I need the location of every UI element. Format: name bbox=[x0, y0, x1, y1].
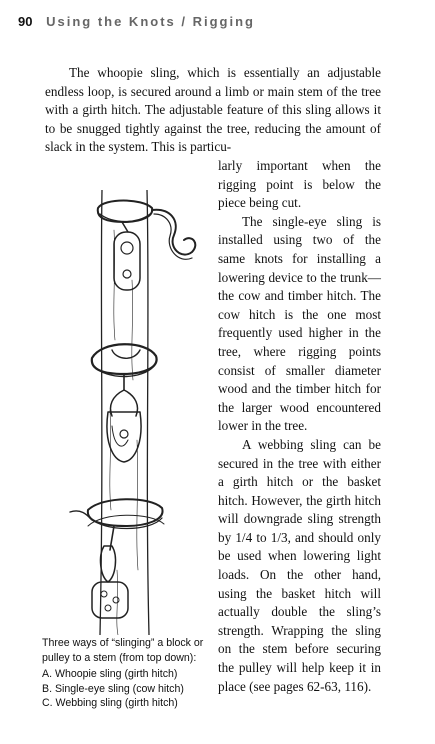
caption-item-c: C. Webbing sling (girth hitch) bbox=[42, 697, 178, 709]
paragraph-whoopie-sling: The whoopie sling, which is essentially an adjustable endless loop, is secured around a limb or main stem of the tree with a girth hitch. The adjustable feature of this sling allows it to be snugged tightly against the tree, reducing the amount of slack in the system. This is particu- bbox=[45, 65, 381, 155]
page-number: 90 bbox=[18, 14, 33, 29]
caption-item-b: B. Single-eye sling (cow hitch) bbox=[42, 682, 184, 695]
paragraph-single-eye-sling: The single-eye sling is installed using two of the same knots for installing a lowering device to the trunk—the cow and timber hitch. The cow hitch is the one most frequently used higher in the tree, where rigging points consist of smaller diameter wood and the timber hitch for the larger wood encountered lower in the tree. bbox=[218, 213, 381, 434]
running-title: Using the Knots / Rigging bbox=[46, 14, 255, 29]
caption-items bbox=[42, 667, 217, 711]
running-header bbox=[18, 14, 418, 29]
right-text-column bbox=[218, 157, 381, 696]
caption-intro: Three ways of “slinging” a block or pulley to a stem (from top down): bbox=[42, 637, 204, 664]
tree-stem-slings-drawing bbox=[42, 190, 210, 635]
sling-illustration bbox=[42, 190, 210, 635]
figure-caption bbox=[42, 636, 217, 711]
paragraph-whoopie-sling-continued: larly important when the rigging point is below the piece being cut. bbox=[218, 158, 381, 211]
paragraph-webbing-sling: A webbing sling can be secured in the tree with either a girth hitch or the basket hitch. However, the girth hitch will downgrade sling strength by 1/4 to 1/3, and should only be used when lowering light loads. On the other hand, using the basket hitch will actually double the sling’s strength. Wrapping the sling on the stem before securing the pulley will help keep it in place (see pages 62-63, 116). bbox=[218, 436, 381, 694]
caption-item-a: A. Whoopie sling (girth hitch) bbox=[42, 668, 178, 680]
